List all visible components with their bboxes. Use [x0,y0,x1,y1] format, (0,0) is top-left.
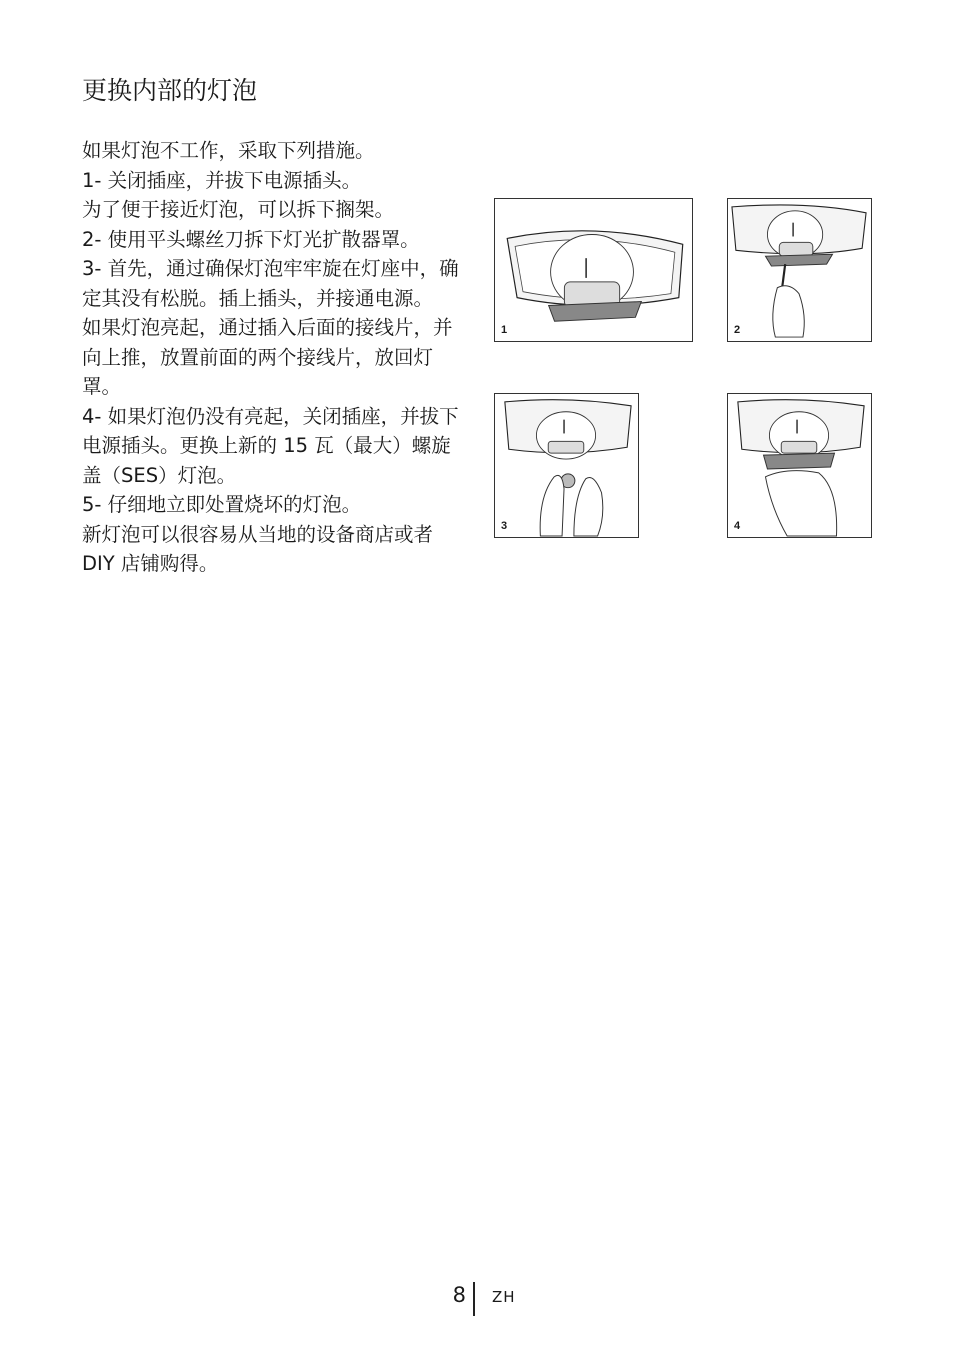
language-code: ZH [492,1288,516,1306]
paragraph: 如果灯泡不工作，采取下列措施。 [82,139,375,162]
paragraph: 2- 使用平头螺丝刀拆下灯光扩散器罩。 [82,227,420,251]
figure-label: 2 [734,324,741,336]
figure-label: 3 [501,520,508,532]
figure-3 [494,393,639,538]
screwdriver-removing-cover-icon [728,199,871,341]
lamp-cover-closed-icon [495,199,692,341]
instructions [82,136,462,579]
paragraph: 4- 如果灯泡仍没有亮起，关闭插座，并拔下电源插头。更换上新的 15 瓦（最大）螺旋盖（SES）灯泡。 [82,404,459,487]
paragraph: 新灯泡可以很容易从当地的设备商店或者 DIY 店铺购得。 [82,522,434,575]
paragraph: 如果灯泡亮起，通过插入后面的接线片，并向上推，放置前面的两个接线片，放回灯罩。 [82,316,453,398]
figure-2 [727,198,872,342]
paragraph: 5- 仔细地立即处置烧坏的灯泡。 [82,493,362,516]
figure-label: 4 [734,520,741,532]
paragraph: 3- 首先，通过确保灯泡牢牢旋在灯座中，确定其没有松脱。插上插头，并接通电源。 [82,257,459,310]
footer-divider [473,1282,475,1316]
paragraph: 1- 关闭插座，并拔下电源插头。 [82,168,362,192]
page-number: 8 [452,1283,466,1307]
figure-4 [727,393,872,538]
figure-label: 1 [501,324,508,336]
figure-1 [494,198,693,342]
hand-unscrewing-bulb-icon [495,394,638,537]
paragraph: 为了便于接近灯泡，可以拆下搁架。 [82,198,395,221]
page-footer [0,1282,954,1316]
hand-refitting-cover-icon [728,394,871,537]
page-title: 更换内部的灯泡 [82,76,258,105]
